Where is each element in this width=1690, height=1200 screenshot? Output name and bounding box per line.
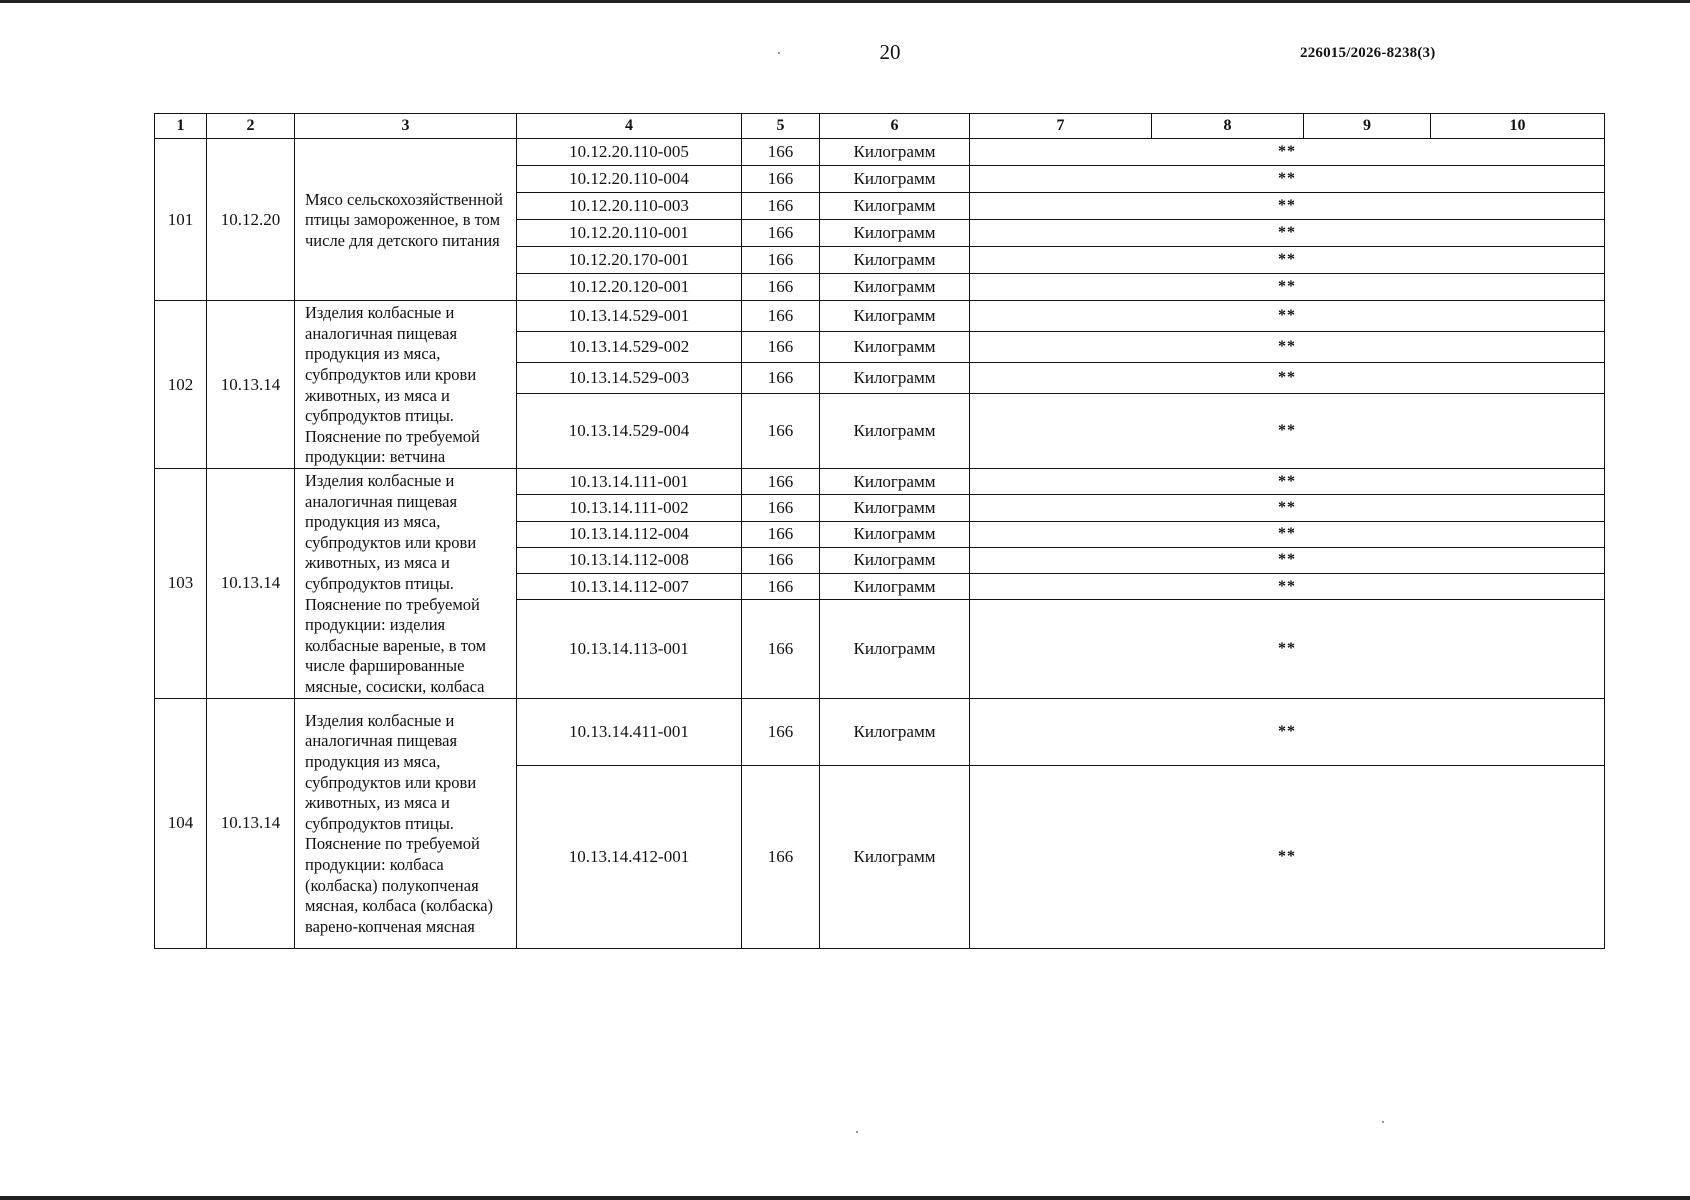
unit-name: Килограмм [820, 332, 970, 363]
product-name: Мясо сельскохозяйственной птицы замороженное, в том числе для детского питания [295, 139, 517, 301]
okei-code: 166 [742, 600, 820, 698]
col-header-6: 6 [820, 114, 970, 139]
col-header-2: 2 [207, 114, 295, 139]
row-number: 102 [155, 301, 207, 469]
price-cell: ** [970, 394, 1605, 469]
ktru-code: 10.12.20.110-004 [517, 166, 742, 193]
col-header-1: 1 [155, 114, 207, 139]
unit-name: Килограмм [820, 495, 970, 521]
price-cell: ** [970, 220, 1605, 247]
okpd-code: 10.12.20 [207, 139, 295, 301]
scan-speck [778, 52, 780, 54]
scan-top-border [0, 0, 1690, 3]
unit-name: Килограмм [820, 394, 970, 469]
col-header-5: 5 [742, 114, 820, 139]
unit-name: Килограмм [820, 600, 970, 698]
ktru-code: 10.12.20.110-001 [517, 220, 742, 247]
table-row [155, 469, 1605, 495]
scan-bottom-border [0, 1196, 1690, 1200]
ktru-code: 10.12.20.170-001 [517, 247, 742, 274]
ktru-code: 10.12.20.120-001 [517, 274, 742, 301]
ktru-code: 10.13.14.111-002 [517, 495, 742, 521]
okei-code: 166 [742, 495, 820, 521]
ktru-code: 10.12.20.110-005 [517, 139, 742, 166]
okei-code: 166 [742, 274, 820, 301]
okei-code: 166 [742, 301, 820, 332]
price-cell: ** [970, 332, 1605, 363]
col-header-10: 10 [1431, 114, 1605, 139]
product-name: Изделия колбасные и аналогичная пищевая продукция из мяса, субпродуктов или крови животных, из мяса и субпродуктов птицы. Пояснение по требуемой продукции: ветчина [295, 301, 517, 469]
price-cell: ** [970, 301, 1605, 332]
row-number: 101 [155, 139, 207, 301]
okei-code: 166 [742, 193, 820, 220]
okei-code: 166 [742, 247, 820, 274]
ktru-code: 10.13.14.529-001 [517, 301, 742, 332]
col-header-3: 3 [295, 114, 517, 139]
unit-name: Килограмм [820, 574, 970, 600]
scan-speck [856, 1131, 858, 1133]
price-cell: ** [970, 521, 1605, 547]
row-number: 104 [155, 698, 207, 948]
ktru-code: 10.13.14.529-002 [517, 332, 742, 363]
unit-name: Килограмм [820, 698, 970, 765]
unit-name: Килограмм [820, 547, 970, 573]
ktru-code: 10.12.20.110-003 [517, 193, 742, 220]
table-row [155, 698, 1605, 765]
col-header-4: 4 [517, 114, 742, 139]
col-header-8: 8 [1152, 114, 1304, 139]
price-cell: ** [970, 247, 1605, 274]
unit-name: Килограмм [820, 139, 970, 166]
product-name: Изделия колбасные и аналогичная пищевая продукция из мяса, субпродуктов или крови животных, из мяса и субпродуктов птицы. Пояснение по требуемой продукции: изделия колбасные вареные, в том числе фаршированные мясные, сосиски, колбаса [295, 469, 517, 699]
unit-name: Килограмм [820, 363, 970, 394]
okpd-code: 10.13.14 [207, 301, 295, 469]
unit-name: Килограмм [820, 469, 970, 495]
row-number: 103 [155, 469, 207, 699]
okpd-code: 10.13.14 [207, 698, 295, 948]
price-cell: ** [970, 166, 1605, 193]
ktru-code: 10.13.14.412-001 [517, 765, 742, 948]
price-cell: ** [970, 547, 1605, 573]
okei-code: 166 [742, 469, 820, 495]
product-name: Изделия колбасные и аналогичная пищевая продукция из мяса, субпродуктов или крови животных, из мяса и субпродуктов птицы. Пояснение по требуемой продукции: колбаса (колбаска) полукопченая мясная, колбаса (колбаска) варено-копченая мясная [295, 698, 517, 948]
okei-code: 166 [742, 574, 820, 600]
price-cell: ** [970, 698, 1605, 765]
ktru-code: 10.13.14.112-008 [517, 547, 742, 573]
price-cell: ** [970, 363, 1605, 394]
okei-code: 166 [742, 139, 820, 166]
ktru-code: 10.13.14.411-001 [517, 698, 742, 765]
unit-name: Килограмм [820, 247, 970, 274]
unit-name: Килограмм [820, 301, 970, 332]
okei-code: 166 [742, 698, 820, 765]
okei-code: 166 [742, 765, 820, 948]
ktru-code: 10.13.14.113-001 [517, 600, 742, 698]
ktru-code: 10.13.14.529-003 [517, 363, 742, 394]
col-header-7: 7 [970, 114, 1152, 139]
ktru-code: 10.13.14.529-004 [517, 394, 742, 469]
col-header-9: 9 [1304, 114, 1431, 139]
unit-name: Килограмм [820, 193, 970, 220]
okei-code: 166 [742, 220, 820, 247]
okei-code: 166 [742, 547, 820, 573]
products-table [154, 113, 1605, 949]
okpd-code: 10.13.14 [207, 469, 295, 699]
okei-code: 166 [742, 394, 820, 469]
unit-name: Килограмм [820, 166, 970, 193]
unit-name: Килограмм [820, 274, 970, 301]
unit-name: Килограмм [820, 521, 970, 547]
header-row [155, 114, 1605, 139]
ktru-code: 10.13.14.112-004 [517, 521, 742, 547]
price-cell: ** [970, 600, 1605, 698]
price-cell: ** [970, 765, 1605, 948]
unit-name: Килограмм [820, 765, 970, 948]
okei-code: 166 [742, 363, 820, 394]
table-row [155, 301, 1605, 332]
price-cell: ** [970, 469, 1605, 495]
price-cell: ** [970, 274, 1605, 301]
okei-code: 166 [742, 166, 820, 193]
ktru-code: 10.13.14.111-001 [517, 469, 742, 495]
price-cell: ** [970, 574, 1605, 600]
scan-speck [1382, 1121, 1384, 1123]
document-id: 226015/2026-8238(3) [1300, 45, 1436, 61]
okei-code: 166 [742, 521, 820, 547]
page-number: 20 [879, 40, 901, 64]
unit-name: Килограмм [820, 220, 970, 247]
price-cell: ** [970, 193, 1605, 220]
price-cell: ** [970, 495, 1605, 521]
okei-code: 166 [742, 332, 820, 363]
price-cell: ** [970, 139, 1605, 166]
ktru-code: 10.13.14.112-007 [517, 574, 742, 600]
table-row [155, 139, 1605, 166]
